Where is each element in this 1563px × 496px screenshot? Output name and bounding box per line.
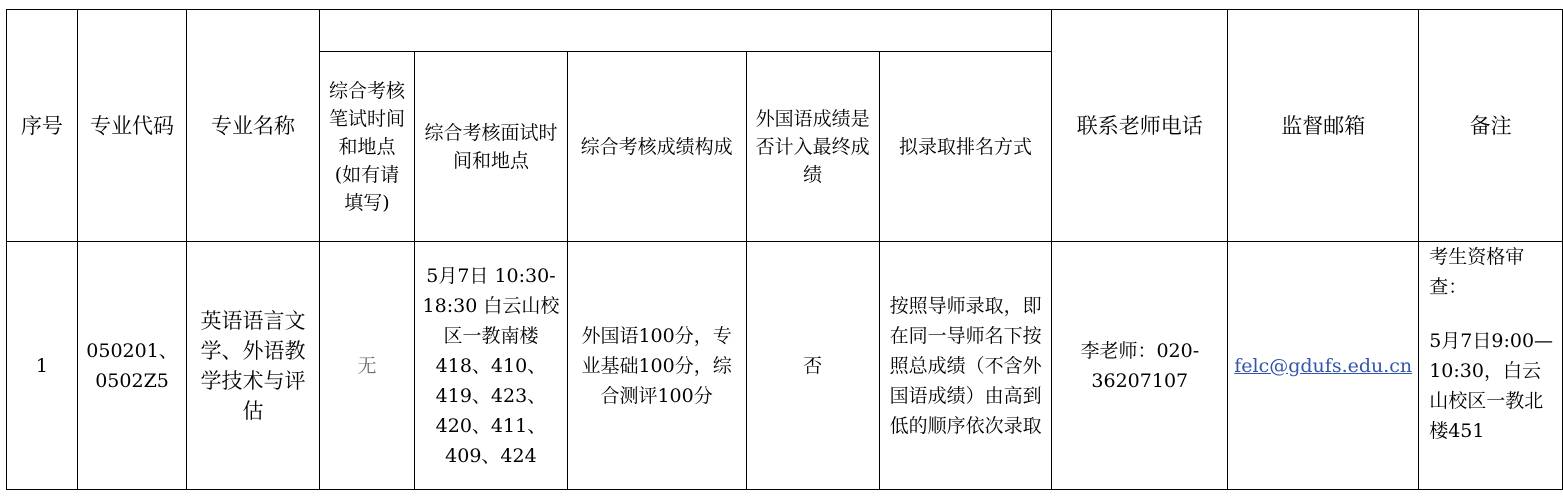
cell-major-name: 英语语言文学、外语教学技术与评估 xyxy=(187,242,319,490)
cell-written-time: 无 xyxy=(319,242,415,490)
cell-remarks xyxy=(1419,242,1563,490)
cell-foreign-lang: 否 xyxy=(746,242,879,490)
header-group-cell xyxy=(319,10,1052,52)
header-contact: 联系老师电话 xyxy=(1052,10,1228,242)
cell-contact: 李老师：020-36207107 xyxy=(1052,242,1228,490)
admission-table xyxy=(6,9,1563,490)
header-score-composition: 综合考核成绩构成 xyxy=(567,52,746,242)
cell-seq: 1 xyxy=(7,242,78,490)
header-email: 监督邮箱 xyxy=(1228,10,1419,242)
header-foreign-lang: 外国语成绩是否计入最终成绩 xyxy=(746,52,879,242)
email-link[interactable]: felc@gdufs.edu.cn xyxy=(1234,354,1413,377)
remarks-title: 考生资格审查： xyxy=(1429,246,1525,298)
cell-score-composition: 外国语100分，专业基础100分，综合测评100分 xyxy=(567,242,746,490)
cell-ranking: 按照导师录取，即在同一导师名下按照总成绩（不含外国语成绩）由高到低的顺序依次录取 xyxy=(879,242,1052,490)
header-remarks: 备注 xyxy=(1419,10,1563,242)
remarks-body: 5月7日9:00—10:30，白云山校区一教北楼451 xyxy=(1429,330,1554,442)
header-major-name: 专业名称 xyxy=(187,10,319,242)
table-row xyxy=(7,242,1563,490)
header-written-time: 综合考核笔试时间和地点(如有请填写) xyxy=(319,52,415,242)
header-major-code: 专业代码 xyxy=(77,10,187,242)
header-interview-time: 综合考核面试时间和地点 xyxy=(415,52,567,242)
cell-email xyxy=(1228,242,1419,490)
header-ranking: 拟录取排名方式 xyxy=(879,52,1052,242)
header-seq: 序号 xyxy=(7,10,78,242)
cell-major-code: 050201、0502Z5 xyxy=(77,242,187,490)
cell-interview-time: 5月7日 10:30-18:30 白云山校区一教南楼418、410、419、423、420、411、409、424 xyxy=(415,242,567,490)
